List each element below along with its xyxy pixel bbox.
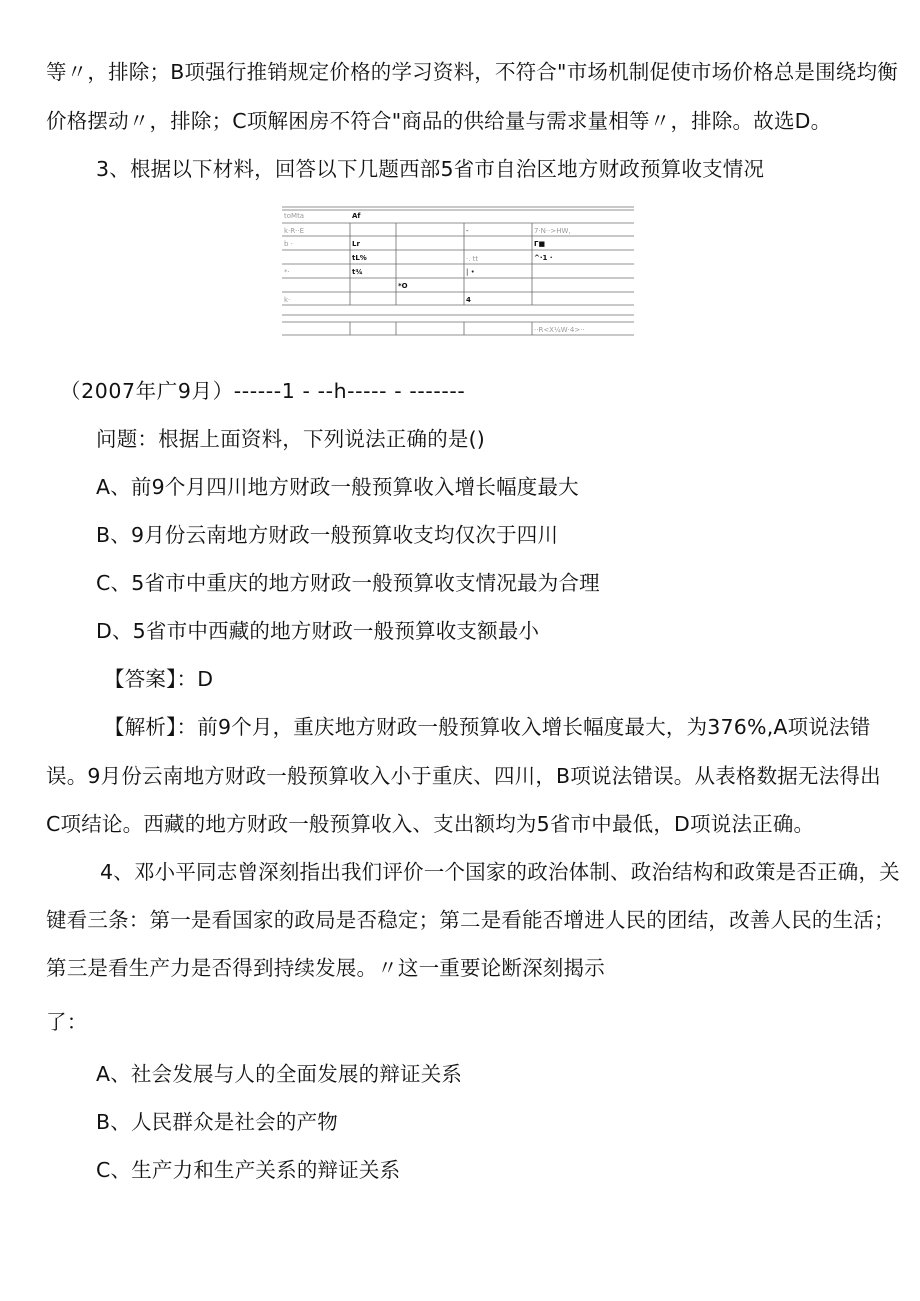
cell-r5c2: *O bbox=[398, 282, 408, 290]
question-3-stem: 3、根据以下材料，回答以下几题西部5省市自治区地方财政预算收支情况 bbox=[96, 157, 765, 181]
q4-option-a: A、社会发展与人的全面发展的辩证关系 bbox=[96, 1062, 463, 1086]
option-c: C、5省市中重庆的地方财政一般预算收支情况最为合理 bbox=[96, 571, 600, 595]
option-a: A、前9个月四川地方财政一般预算收入增长幅度最大 bbox=[96, 475, 579, 499]
cell-r4c3: | • bbox=[466, 268, 475, 276]
text-line-1: 等〃，排除；B项强行推销规定价格的学习资料，不符合"市场机制促使市场价格总是围绕均衡 bbox=[46, 60, 898, 84]
explanation-line-3: C项结论。西藏的地方财政一般预算收入、支出额均为5省市中最低，D项说法正确。 bbox=[46, 812, 815, 836]
question-prompt: 问题：根据上面资料，下列说法正确的是() bbox=[96, 427, 485, 451]
budget-table-image bbox=[282, 206, 634, 336]
question-4-line-3: 第三是看生产力是否得到持续发展。〃这一重要论断深刻揭示 bbox=[46, 956, 605, 980]
cell-r1c0: k·R··E bbox=[284, 227, 305, 235]
cell-r3c3: ·. tt bbox=[466, 255, 479, 263]
cell-r6c3: 4 bbox=[466, 296, 471, 304]
cell-r4c1: t¾ bbox=[352, 268, 363, 276]
cell-r0c0: toMta bbox=[284, 212, 305, 220]
answer-label: 【答案】：D bbox=[104, 667, 214, 691]
q4-option-c: C、生产力和生产关系的辩证关系 bbox=[96, 1158, 401, 1182]
cell-r3c1: tL% bbox=[352, 254, 367, 262]
cell-r4c0: *· bbox=[284, 268, 290, 276]
cell-r1c3: - bbox=[466, 227, 469, 235]
cell-r2c0: b · bbox=[284, 240, 293, 248]
explanation-line-2: 误。9月份云南地方财政一般预算收入小于重庆、四川，B项说法错误。从表格数据无法得出 bbox=[46, 764, 881, 788]
cell-r3c4: ^·1 · bbox=[534, 254, 553, 262]
cell-r2c1: Lr bbox=[352, 240, 360, 248]
question-4-line-1: 4、邓小平同志曾深刻指出我们评价一个国家的政治体制、政治结构和政策是否正确，关 bbox=[100, 860, 900, 884]
cell-r2c4: Γ■ bbox=[534, 240, 546, 248]
option-b: B、9月份云南地方财政一般预算收支均仅次于四川 bbox=[96, 523, 559, 547]
table-caption: （2007年广9月）------1 - --h----- - ------- bbox=[60, 379, 466, 403]
cell-r9c4: ··R<X¼W·4>·· bbox=[534, 326, 585, 334]
explanation-line-1: 【解析】：前9个月，重庆地方财政一般预算收入增长幅度最大，为376%,A项说法错 bbox=[104, 715, 871, 739]
question-4-line-2: 键看三条：第一是看国家的政局是否稳定；第二是看能否增进人民的团结，改善人民的生活； bbox=[46, 908, 895, 932]
q4-option-b: B、人民群众是社会的产物 bbox=[96, 1110, 338, 1134]
cell-r6c0: k· bbox=[284, 296, 291, 304]
text-line-2: 价格摆动〃，排除；C项解困房不符合"商品的供给量与需求量相等〃，排除。故选D。 bbox=[46, 109, 832, 133]
cell-r0c1: Af bbox=[352, 212, 361, 220]
cell-r1c4: 7·N··>HW, bbox=[534, 227, 571, 235]
budget-table-grid bbox=[282, 206, 634, 336]
option-d: D、5省市中西藏的地方财政一般预算收支额最小 bbox=[96, 619, 540, 643]
question-4-line-4: 了： bbox=[46, 1010, 88, 1034]
